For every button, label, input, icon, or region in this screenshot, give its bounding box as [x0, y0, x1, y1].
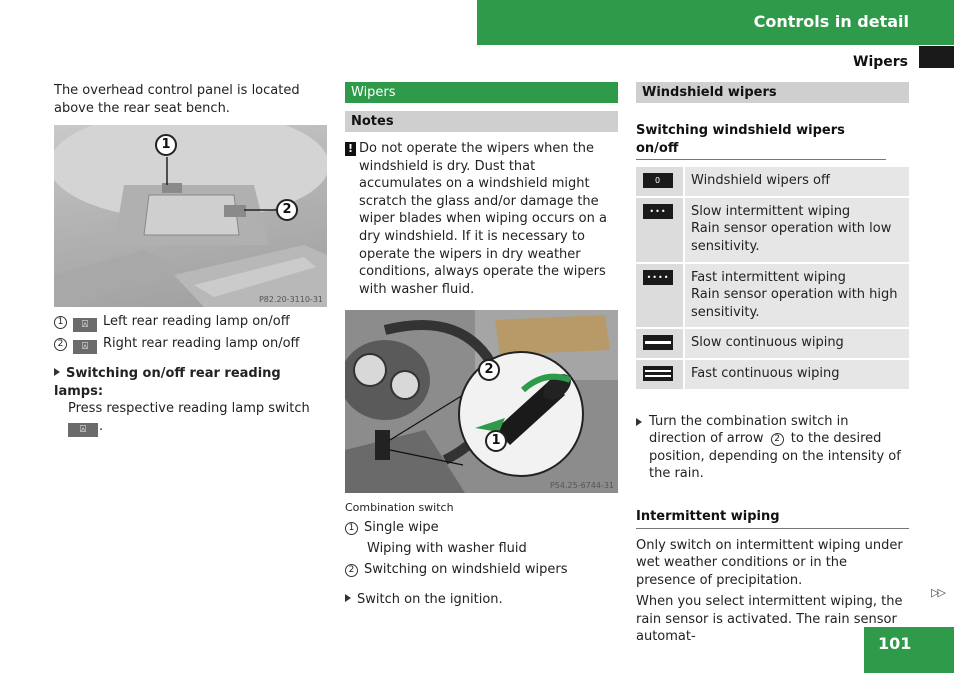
note-text: Do not operate the wipers when the windshield is dry. Dust that accumulates on a windshield might scratch the glass and/or damage the wiper blades when wiping occurs on a dry windshield. If it is necessary to operate the wipers in dry weather conditions, always operate the wipers with washer fluid. — [359, 141, 607, 297]
photo-reference: P82.20-3110-31 — [258, 295, 323, 305]
row-text — [683, 360, 909, 389]
icon-cell — [636, 167, 683, 196]
callout-2: 2 — [478, 359, 500, 381]
column-2 — [345, 82, 618, 609]
wipers-heading: Wipers — [345, 82, 618, 103]
reading-lamp-icon: ⍓ — [68, 423, 98, 437]
column-3 — [636, 82, 909, 646]
row-text — [683, 198, 909, 262]
combination-switch-illustration — [345, 310, 618, 493]
continue-icon: ▷▷ — [931, 586, 944, 599]
icon-cell — [636, 264, 683, 328]
step-title: Switching on/off rear reading lamps: — [54, 366, 281, 399]
step-text: Switch on the ignition. — [357, 592, 503, 608]
item-text: Single wipe — [364, 520, 439, 536]
page-number: 101 — [864, 627, 954, 673]
fast-intermittent-icon: •••• — [643, 270, 673, 285]
reading-lamp-icon: ⍓ — [73, 318, 97, 332]
item-text: Left rear reading lamp on/off — [103, 314, 290, 330]
row-line: Fast intermittent wiping — [691, 269, 846, 285]
overhead-panel-photo — [54, 125, 327, 307]
list-item-single-wipe — [345, 519, 618, 561]
row-text — [683, 264, 909, 328]
step-reading-lamps — [54, 365, 327, 437]
chapter-tab — [919, 46, 954, 68]
row-line: Fast continuous wiping — [691, 365, 840, 381]
callout-1: 1 — [155, 134, 177, 156]
paragraph-1: Only switch on intermittent wiping under wet weather conditions or in the presence of precipitation. — [636, 537, 903, 588]
item-number: 2 — [345, 564, 358, 577]
fast-continuous-icon — [643, 366, 673, 381]
paragraph-2: When you select intermittent wiping, the rain sensor is activated. The rain sensor automat- — [636, 594, 903, 645]
row-text — [683, 167, 909, 196]
warning-icon: ! — [345, 142, 356, 156]
table-row — [636, 329, 909, 358]
step-text: to the desired position, depending on the intensity of the rain. — [649, 431, 901, 482]
page-title: Controls in detail — [753, 12, 909, 31]
step-turn-switch — [636, 413, 909, 483]
arrow-number: 2 — [771, 433, 784, 446]
table-row — [636, 167, 909, 196]
step-text: Turn the combination switch in direction of arrow — [649, 413, 849, 447]
section-label: Wipers — [853, 54, 908, 70]
column-1 — [54, 82, 327, 437]
row-line: Rain sensor operation with low sensitivity. — [691, 221, 892, 254]
item-number: 1 — [345, 522, 358, 535]
reading-lamp-icon: ⍓ — [73, 340, 97, 354]
list-item-switch-on — [345, 561, 618, 583]
notes-heading: Notes — [345, 111, 618, 132]
intermittent-subheading: Intermittent wiping — [636, 508, 909, 529]
table-row — [636, 198, 909, 262]
warning-note — [345, 140, 618, 298]
row-line: Rain sensor operation with high sensitivity. — [691, 287, 898, 320]
wiper-positions-table — [636, 165, 909, 390]
item-text: Switching on windshield wipers — [364, 562, 568, 578]
intro-text: The overhead control panel is located above the rear seat bench. — [54, 83, 300, 116]
row-text — [683, 329, 909, 358]
callout-2: 2 — [276, 199, 298, 221]
windshield-wipers-heading: Windshield wipers — [636, 82, 909, 103]
icon-cell — [636, 198, 683, 262]
list-item-left-lamp — [54, 313, 327, 335]
step-arrow-icon — [345, 594, 351, 602]
slow-intermittent-icon: ••• — [643, 204, 673, 219]
step-ignition — [345, 591, 618, 609]
item-number: 1 — [54, 316, 67, 329]
item-number: 2 — [54, 338, 67, 351]
switching-subheading: Switching windshield wipers on/off — [636, 122, 886, 160]
slow-continuous-icon — [643, 335, 673, 350]
row-line: Slow intermittent wiping — [691, 203, 851, 219]
step-text: Press respective reading lamp switch — [68, 401, 310, 417]
row-line: Windshield wipers off — [691, 173, 830, 189]
table-row — [636, 360, 909, 389]
table-row — [636, 264, 909, 328]
callout-1: 1 — [485, 430, 507, 452]
list-item-right-lamp — [54, 335, 327, 357]
step-arrow-icon — [636, 418, 642, 426]
photo-caption: Combination switch — [345, 501, 454, 515]
icon-cell — [636, 360, 683, 389]
item-subtext: Wiping with washer fluid — [367, 541, 527, 557]
icon-cell — [636, 329, 683, 358]
wiper-off-icon: 0 — [643, 173, 673, 188]
item-text: Right rear reading lamp on/off — [103, 336, 300, 352]
photo-reference: P54.25-6744-31 — [549, 481, 614, 491]
combination-switch-photo — [345, 310, 618, 493]
row-line: Slow continuous wiping — [691, 335, 844, 351]
step-end: . — [99, 418, 104, 434]
step-arrow-icon — [54, 368, 60, 376]
